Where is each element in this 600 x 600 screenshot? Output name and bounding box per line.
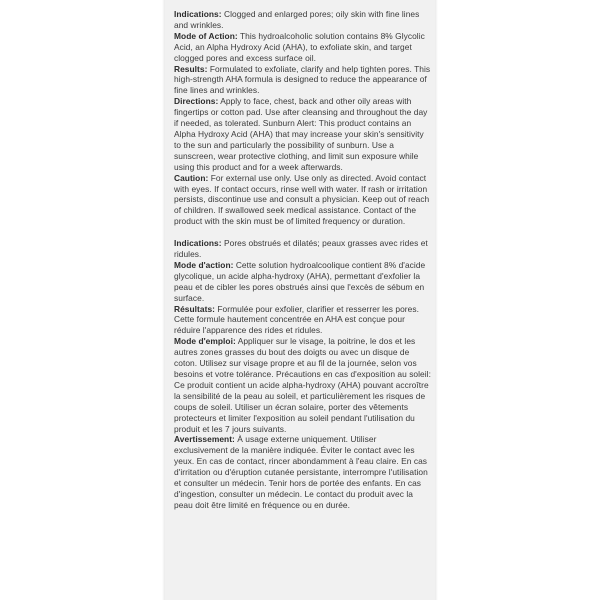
fr-mode-emploi-text: Appliquer sur le visage, la poitrine, le dos et les autres zones grasses du bout des doigts ou avec un disque de coton. Utilisez sur visage propre et au fil de la journée, selon vos besoins et votre tolérance. Précautions en cas d'exposition au soleil: Ce produit contient un acide alpha-hydroxy (AHA) pouvant accroître la sensibilité de la peau au soleil, et particulièrement les risques de coups de soleil. Utiliser un écran solaire, porter des vêtements protecteurs et limiter l'exposition au soleil pendant l'utilisation du produit et les 7 jours suivants.: [174, 336, 431, 434]
en-directions-text: Apply to face, chest, back and other oily areas with fingertips or cotton pad. Use after cleansing and throughout the day if needed, as tolerated. Sunburn Alert: This product contains an Alpha Hydroxy Acid (AHA) that may increase your skin's sensitivity to the sun and particularly the possibility of sunburn. Use a sunscreen, wear protective clothing, and limit sun exposure while using this product and for a week afterwards.: [174, 96, 428, 172]
fr-indications: [174, 238, 432, 260]
french-section: [174, 238, 432, 511]
en-results-label: Results:: [174, 63, 208, 74]
language-divider-gap: [174, 227, 432, 238]
english-section: [174, 9, 432, 227]
fr-avertissement-text: À usage externe uniquement. Utiliser exclusivement de la manière indiquée. Éviter le contact avec les yeux. En cas de contact, rincer abondamment à l'eau claire. En cas d'irritation ou d'éruption cutanée persistante, interrompre l'utilisation et consulter un médecin. Tenir hors de portée des enfants. En cas d'ingestion, consulter un médecin. Le contact du produit avec la peau doit être limité en fréquence ou en durée.: [174, 434, 428, 510]
en-results: [174, 64, 432, 97]
en-caution-label: Caution:: [174, 172, 209, 183]
panel-shadow-right: [435, 0, 438, 600]
en-directions-label: Directions:: [174, 96, 219, 107]
fr-mode-action-text: Cette solution hydroalcoolique contient 8% d'acide glycolique, un acide alpha-hydroxy (AHA), permettant d'exfolier la peau et de cibler les pores obstrués ainsi que l'excès de sébum en surface.: [174, 259, 426, 303]
en-results-text: Formulated to exfoliate, clarify and help tighten pores. This high-strength AHA formula is designed to reduce the appearance of fine lines and wrinkles.: [174, 63, 431, 96]
en-caution-text: For external use only. Use only as directed. Avoid contact with eyes. If contact occurs, rinse well with water. If rash or irritation persists, discontinue use and consult a physician. Keep out of reach of children. If swallowed seek medical assistance. Contact of the product with the skin must be of limited frequency or duration.: [174, 172, 430, 227]
fr-resultats: [174, 304, 432, 337]
en-mode-of-action-text: This hydroalcoholic solution contains 8% Glycolic Acid, an Alpha Hydroxy Acid (AHA), to exfoliate skin, and target clogged pores and excess surface oil.: [174, 30, 425, 63]
en-mode-of-action: [174, 31, 432, 64]
fr-resultats-label: Résultats:: [174, 303, 215, 314]
fr-indications-text: Pores obstrués et dilatés; peaux grasses avec rides et ridules.: [174, 238, 428, 260]
en-directions: [174, 96, 432, 172]
en-mode-of-action-label: Mode of Action:: [174, 30, 238, 41]
en-indications-text: Clogged and enlarged pores; oily skin with fine lines and wrinkles.: [174, 9, 420, 30]
en-indications-label: Indications:: [174, 9, 222, 19]
fr-mode-emploi-label: Mode d'emploi:: [174, 336, 236, 347]
en-indications: [174, 9, 432, 31]
fr-mode-action-label: Mode d'action:: [174, 259, 234, 270]
fr-indications-label: Indications:: [174, 238, 222, 249]
fr-avertissement-label: Avertissement:: [174, 434, 235, 445]
fr-resultats-text: Formulée pour exfolier, clarifier et resserrer les pores. Cette formule hautement concentrée en AHA est conçue pour réduire l'apparence des rides et ridules.: [174, 303, 419, 336]
fr-mode-action: [174, 260, 432, 304]
en-caution: [174, 173, 432, 228]
fr-mode-emploi: [174, 336, 432, 434]
label-text-block: [174, 9, 432, 511]
fr-avertissement: [174, 434, 432, 510]
